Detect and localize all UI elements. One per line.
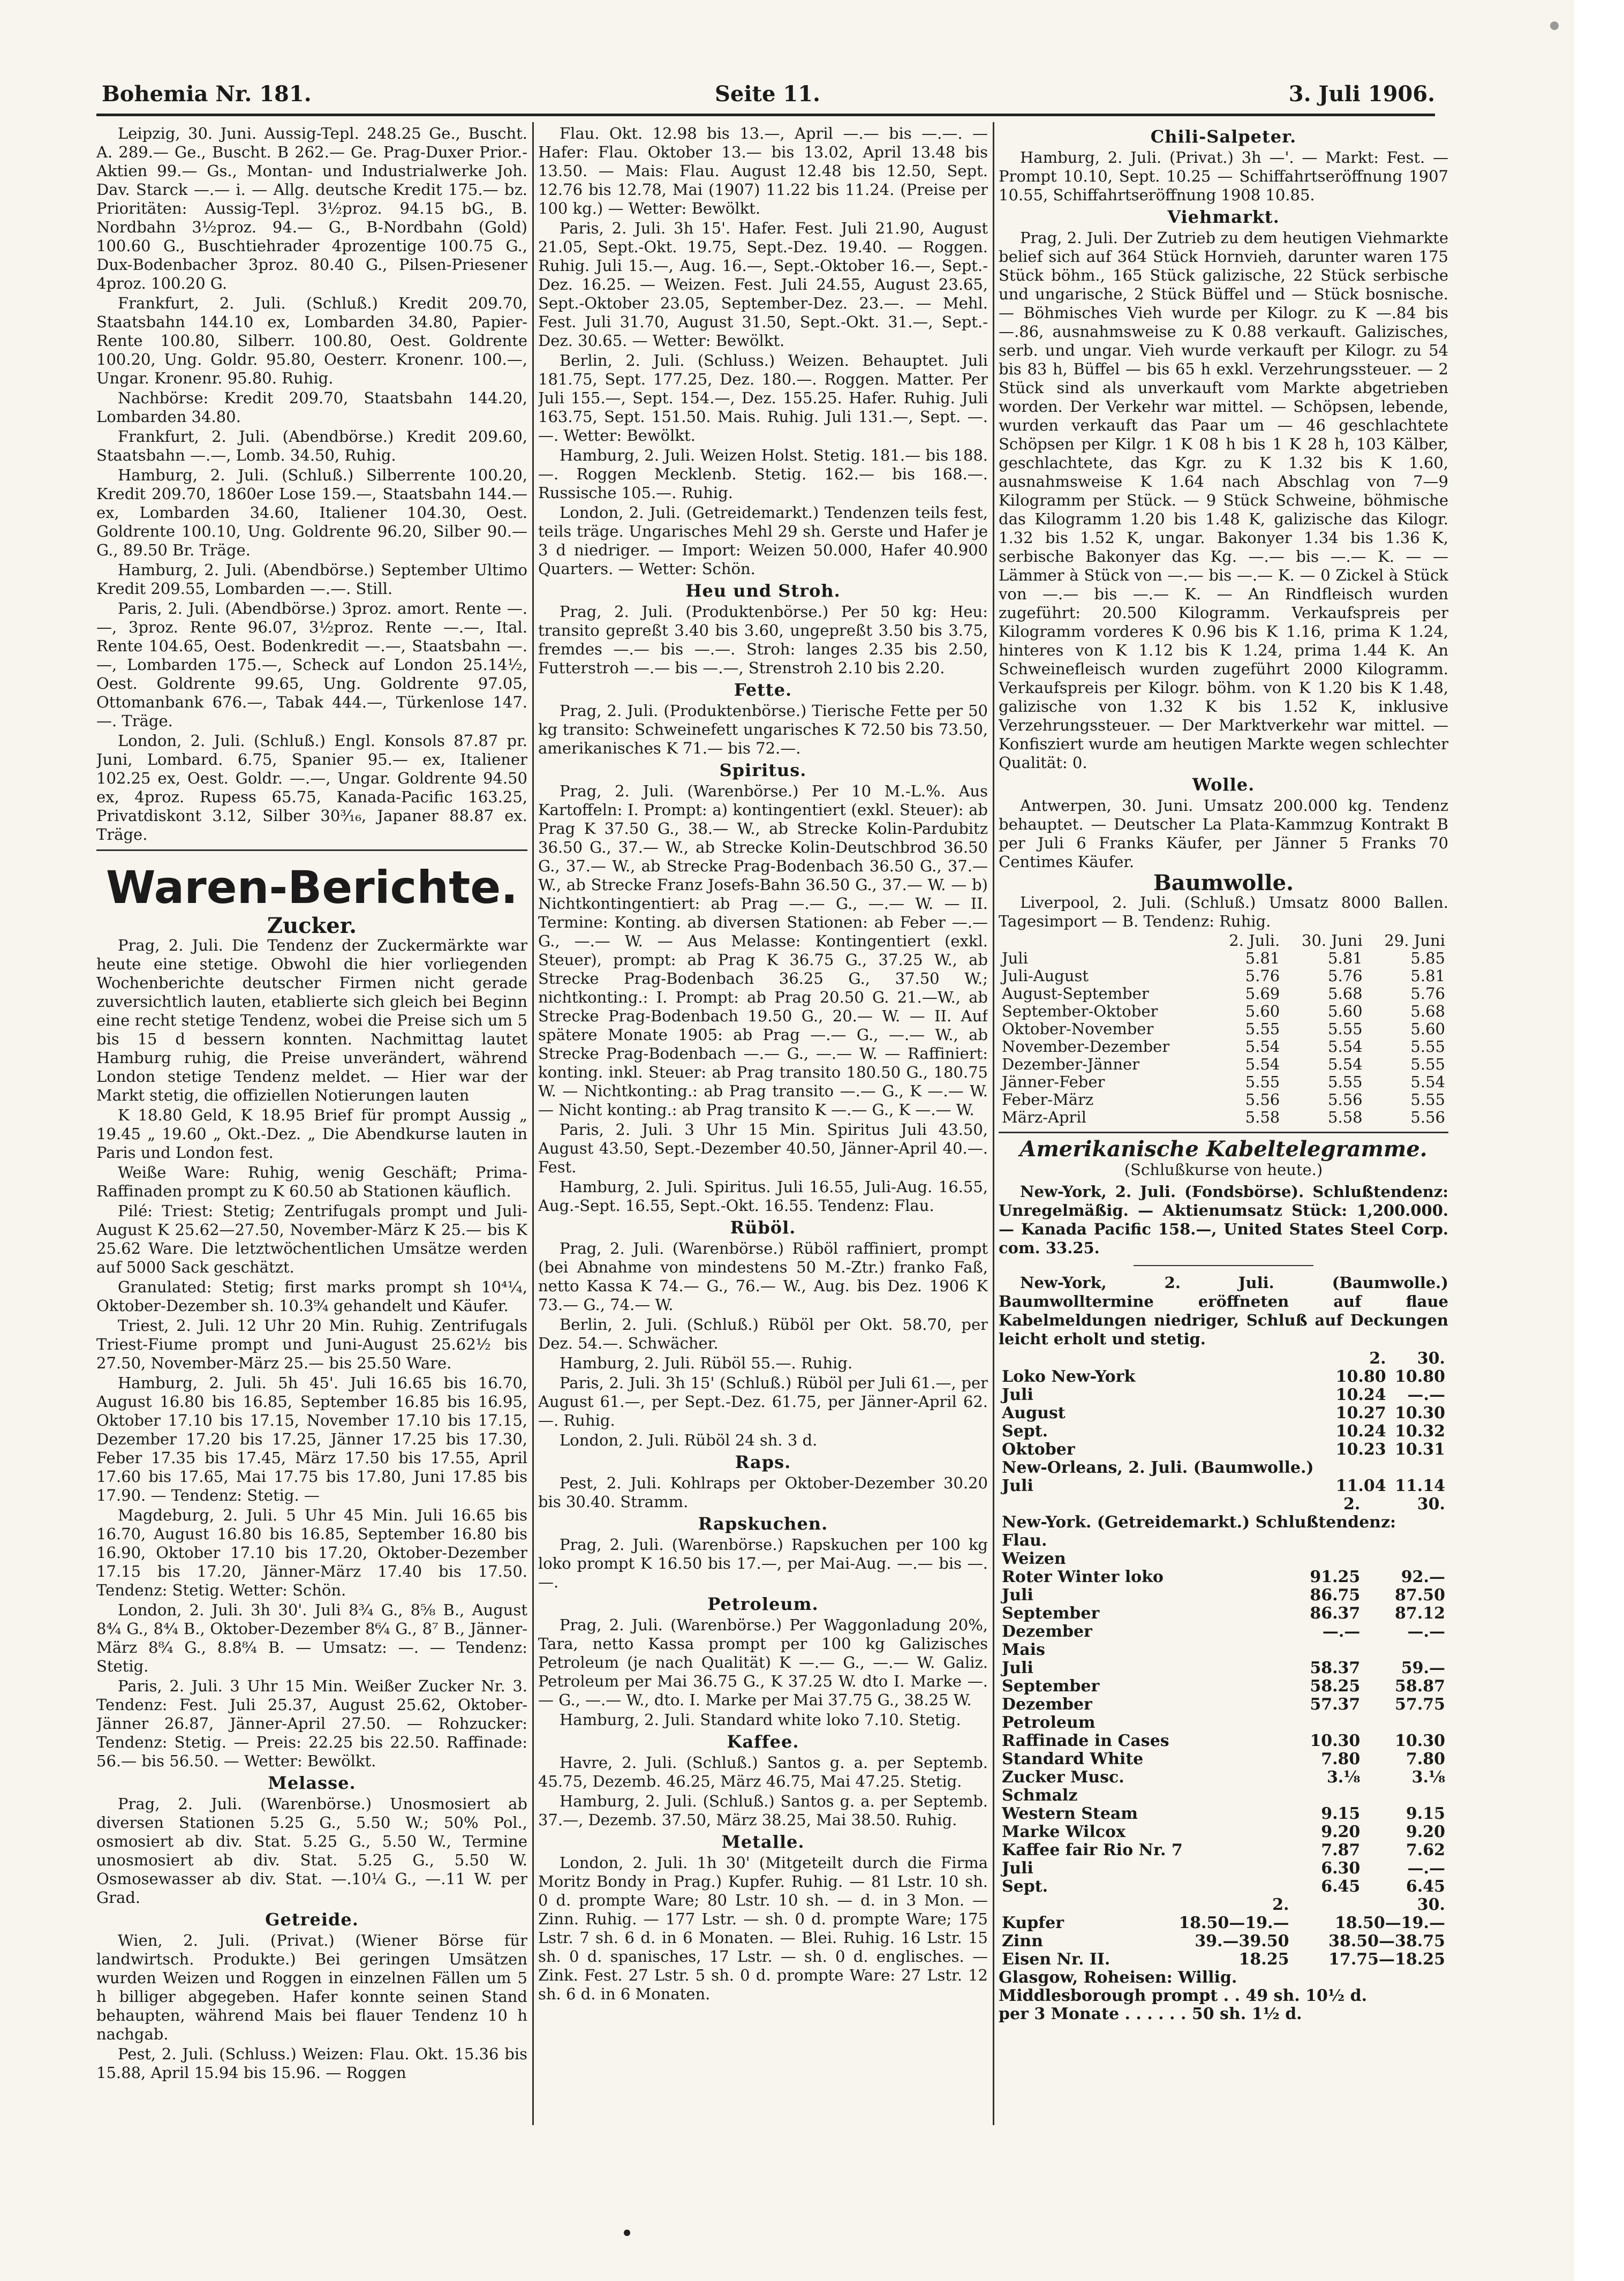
row-value: 59.— bbox=[1401, 1659, 1445, 1677]
getreide-paragraph: Wien, 2. Juli. (Privat.) (Wiener Börse für landwirtsch. Produkte.) Bei geringen Umsätzen wurden Weizen und Roggen in einzelnen Fällen um 5 h billiger abgegeben. Hafer konnte seinen Stand behaupten, während Mais bei flauer Tendenz 10 h nachgab. bbox=[96, 1931, 527, 2043]
row-value: 18.50—19.— bbox=[1334, 1914, 1445, 1932]
row-label: Loko New-York bbox=[1002, 1367, 1136, 1386]
kaffee-heading: Kaffee. bbox=[727, 1732, 799, 1752]
row-value: 38.50—38.75 bbox=[1328, 1932, 1445, 1951]
report-paragraph: Hamburg, 2. Juli. (Abendbörse.) September Ultimo Kredit 209.55, Lombarden —.—. Still. bbox=[96, 561, 527, 598]
ny-getreide-row bbox=[999, 1659, 1448, 1677]
rueboel-paragraph: London, 2. Juli. Rüböl 24 sh. 3 d. bbox=[560, 1431, 818, 1449]
getreide-paragraph: Flau. Okt. 12.98 bis 13.—, April —.— bis —.—. — Hafer: Flau. Oktober 13.— bis 13.02, April 13.48 bis 13.50. — Mais: Flau. August 12.48 bis 12.50, Sept. 12.76 bis 12.78, Mai (1907) 11.22 bis 11.24. (Preise per 100 kg.) — Wetter: Bewölkt. bbox=[538, 124, 988, 217]
row-value: 58.37 bbox=[1310, 1659, 1361, 1677]
ny-baumwolle-row bbox=[999, 1368, 1448, 1386]
row-value: 10.23 bbox=[1335, 1440, 1386, 1459]
spiritus-heading: Spiritus. bbox=[719, 760, 807, 780]
row-value: 5.56 bbox=[1410, 1108, 1445, 1126]
melasse-paragraph: Prag, 2. Juli. (Warenbörse.) Unosmosiert ab diversen Stationen 5.25 G., 5.50 W.; 50% Pol., osmosiert ab div. Stat. 5.25 G., 5.50 W., Termine unosmosiert ab div. Stat. 5.25 G., 5.50 W. Osmosewasser ab div. Stat. —.10¹⁄₄ G., —.11 W. per Grad. bbox=[96, 1795, 527, 1907]
baumwolle-row bbox=[999, 950, 1448, 967]
ny-getreide-row bbox=[999, 1623, 1448, 1641]
row-value: 3.⅛ bbox=[1411, 1768, 1445, 1787]
row-value bbox=[1279, 1787, 1364, 1805]
row-value: —.— bbox=[1322, 1622, 1361, 1641]
row-value: 7.80 bbox=[1321, 1750, 1361, 1768]
ny-getreide-row bbox=[999, 1714, 1448, 1732]
heu-stroh-heading: Heu und Stroh. bbox=[685, 581, 841, 601]
ny-baumwolle-row bbox=[999, 1422, 1448, 1441]
row-value: 5.81 bbox=[1245, 949, 1280, 967]
scan-speck bbox=[1550, 21, 1559, 30]
row-label: Schmalz bbox=[1002, 1786, 1078, 1805]
report-paragraph: London, 2. Juli. (Schluß.) Engl. Konsols 87.87 pr. Juni, Lombard. 6.75, Spanier 95.— ex, Italiener 102.25 ex, Oest. Goldr. —.—, Ungar. Goldrente 94.50 ex, 4proz. Rupess 65.75, Kanada-Pacific 163.25, Privatdiskont 3.12, Silber 30³⁄₁₆, Japaner 88.87 ex. Träge. bbox=[96, 732, 527, 844]
table-header-cell bbox=[999, 1896, 1144, 1914]
table-header-cell: 2. bbox=[1369, 1349, 1386, 1368]
ny-baumwolle-row bbox=[999, 1386, 1448, 1404]
row-label: Petroleum bbox=[1002, 1713, 1096, 1732]
baumwolle-row bbox=[999, 1109, 1448, 1126]
ny-baumwolle-row bbox=[999, 1477, 1448, 1495]
boersen-reports bbox=[96, 124, 527, 844]
fette-paragraph: Prag, 2. Juli. (Produktenbörse.) Tierische Fette per 50 kg transito: Schweinefett ungarisches K 72.50 bis 73.50, amerikanisches K 71.— bis 72.—. bbox=[538, 702, 988, 757]
row-value: 9.20 bbox=[1321, 1823, 1361, 1841]
zucker-paragraph: Weiße Ware: Ruhig, wenig Geschäft; Prima-Raffinaden prompt zu K 60.50 ab Stationen käuflich. bbox=[96, 1163, 527, 1200]
zucker-paragraph: Hamburg, 2. Juli. 5h 45'. Juli 16.65 bis 16.70, August 16.80 bis 16.85, September 16.85 bis 16.95, Oktober 17.10 bis 17.15, November 17.10 bis 17.15, Dezember 17.20 bis 17.25, Jänner 17.25 bis 17.30, Feber 17.35 bis 17.45, März 17.50 bis 17.55, April 17.60 bis 17.65, Mai 17.75 bis 17.80, Juni 17.85 bis 17.90. — Tendenz: Stetig. — bbox=[96, 1374, 527, 1504]
rueboel-paragraph: Paris, 2. Juli. 3h 15' (Schluß.) Rüböl per Juli 61.—, per August 61.—, per Sept.-Dez. 61.75, per Jänner-April 62.—. Ruhig. bbox=[538, 1374, 988, 1429]
getreide-heading: Getreide. bbox=[265, 1909, 359, 1930]
row-label: September-Oktober bbox=[1002, 1002, 1158, 1020]
column-rule-2 bbox=[993, 122, 994, 2125]
zucker-paragraph: Pilé: Triest: Stetig; Zentrifugals prompt und Juli-August K 25.62—27.50, November-März K 25.— bis K 25.62 Ware. Die letztwöchentlichen Umsätze werden auf 5000 Sack geschätzt. bbox=[96, 1202, 527, 1276]
table-header-cell: 2. bbox=[1343, 1495, 1361, 1514]
row-value: 5.54 bbox=[1328, 1055, 1363, 1073]
row-label: August bbox=[1002, 1404, 1066, 1422]
column-middle bbox=[538, 124, 988, 2122]
viehmarkt-heading: Viehmarkt. bbox=[1167, 207, 1280, 227]
row-value: 7.62 bbox=[1406, 1841, 1445, 1860]
table-header-cell: 30. bbox=[1417, 1349, 1445, 1368]
row-value: 18.50—19.— bbox=[1179, 1914, 1289, 1932]
raps-heading: Raps. bbox=[735, 1452, 791, 1472]
row-label: November-Dezember bbox=[1002, 1037, 1170, 1056]
baumwolle-table bbox=[999, 932, 1448, 1126]
table-header-row bbox=[999, 1495, 1448, 1514]
row-label: Dezember-Jänner bbox=[1002, 1055, 1140, 1073]
report-paragraph: Frankfurt, 2. Juli. (Abendbörse.) Kredit 209.60, Staatsbahn —.—, Lomb. 34.50, Ruhig. bbox=[96, 427, 527, 464]
amerikanische-kabeltelegramme-heading: Amerikanische Kabeltelegramme. bbox=[1019, 1136, 1427, 1162]
baumwolle-row bbox=[999, 1091, 1448, 1109]
rapskuchen-heading: Rapskuchen. bbox=[698, 1514, 828, 1534]
row-value: 10.32 bbox=[1395, 1422, 1445, 1441]
header-date: 3. Juli 1906. bbox=[1288, 81, 1435, 107]
table-header-cell: 2. Juli. bbox=[1229, 931, 1280, 950]
kaffee-paragraph: Havre, 2. Juli. (Schluß.) Santos g. a. per Septemb. 45.75, Dezemb. 46.25, März 46.75, Mai 47.25. Stetig. bbox=[538, 1753, 988, 1790]
report-paragraph: Nachbörse: Kredit 209.70, Staatsbahn 144.20, Lombarden 34.80. bbox=[96, 389, 527, 426]
row-label: Oktober bbox=[1002, 1440, 1075, 1459]
row-value: 3.⅛ bbox=[1326, 1768, 1361, 1787]
row-label: Jänner-Feber bbox=[1002, 1073, 1105, 1091]
table-header-cell: 29. Juni bbox=[1384, 931, 1445, 950]
row-label: Marke Wilcox bbox=[1002, 1823, 1126, 1841]
row-value: 5.55 bbox=[1410, 1055, 1445, 1073]
rueboel-paragraph: Prag, 2. Juli. (Warenbörse.) Rüböl raffiniert, prompt (bei Abnahme von mindestens 50 M.-Ztr.) franko Faß, netto Kassa K 74.— G., 76.— W., Aug. bis Dez. 1906 K 73.— G., 74.— W. bbox=[538, 1239, 988, 1314]
column-rule-1 bbox=[532, 122, 534, 2125]
row-label: New-Orleans, 2. Juli. (Baumwolle.) bbox=[1002, 1458, 1314, 1477]
row-value: 39.—39.50 bbox=[1195, 1932, 1289, 1951]
ny-metalle-row bbox=[999, 1932, 1448, 1951]
row-value: 17.75—18.25 bbox=[1328, 1950, 1445, 1969]
table-header-row bbox=[999, 932, 1448, 950]
rapskuchen-paragraph: Prag, 2. Juli. (Warenbörse.) Rapskuchen per 100 kg loko prompt K 16.50 bis 17.—, per Mai-Aug. —.— bis —.—. bbox=[538, 1535, 988, 1591]
row-value: 7.80 bbox=[1406, 1750, 1445, 1768]
table-header-cell: 30. bbox=[1417, 1495, 1445, 1514]
row-label: Sept. bbox=[1002, 1877, 1048, 1896]
zucker-paragraph: Granulated: Stetig; first marks prompt sh 10⁴¹⁄₄, Oktober-Dezember sh. 10.3⁹⁄₄ gehandelt und Käufer. bbox=[96, 1278, 527, 1315]
row-label: Kupfer bbox=[1002, 1914, 1064, 1932]
zucker-paragraph: Prag, 2. Juli. Die Tendenz der Zuckermärkte war heute eine stetige. Obwohl die hier vorliegenden Wochenberichte deutscher Firmen nicht gerade zuversichtlich lauten, etablierte sich gleich bei Beginn eine recht stetige Tendenz, wobei die Preise sich um 5 bis 15 d bessern konnten. Nachmittag lautet Hamburg ruhig, die Preise unverändert, während London stetige Tendenz meldet. — Hier war der Markt stetig, die offiziellen Notierungen lauten bbox=[96, 936, 527, 1104]
ny-metalle-row bbox=[999, 1914, 1448, 1932]
row-value: 5.54 bbox=[1410, 1073, 1445, 1091]
heu-paragraph: Prag, 2. Juli. (Produktenbörse.) Per 50 kg: Heu: transito gepreßt 3.40 bis 3.60, ungepreßt 3.50 bis 3.75, fremdes —.— bis —.—. Stroh: langes 2.35 bis 2.50, Futterstroh —.— bis —.—, Strenstroh 2.10 bis 2.20. bbox=[538, 603, 988, 677]
row-label: Juli bbox=[1002, 1659, 1033, 1677]
schlusskurse-subheading: (Schlußkurse von heute.) bbox=[1124, 1161, 1323, 1179]
baumwolle-row bbox=[999, 1020, 1448, 1038]
row-value: 5.76 bbox=[1328, 967, 1363, 985]
row-value: 18.25 bbox=[1238, 1950, 1289, 1969]
row-label: Standard White bbox=[1002, 1750, 1144, 1768]
ny-getreide-row bbox=[999, 1768, 1448, 1787]
row-value: 5.81 bbox=[1328, 949, 1363, 967]
row-value: 10.27 bbox=[1335, 1404, 1386, 1422]
row-value: 5.54 bbox=[1245, 1037, 1280, 1056]
petroleum-paragraph: Hamburg, 2. Juli. Standard white loko 7.10. Stetig. bbox=[560, 1711, 961, 1729]
report-paragraph: Paris, 2. Juli. (Abendbörse.) 3proz. amort. Rente —.—, 3proz. Rente 96.07, 3½proz. Rente —.—, Ital. Rente 104.65, Oest. Bodenkredit —.—, Staatsbahn —.—, Lombarden 175.—, Scheck auf London 25.14½, Oest. Goldrente 99.65, Ung. Goldrente 97.05, Ottomanbank 676.—, Tabak 444.—, Türkenlose 147.—. Träge. bbox=[96, 599, 527, 730]
baumwolle-row bbox=[999, 1038, 1448, 1056]
zucker-paragraph: Paris, 2. Juli. 3 Uhr 15 Min. Weißer Zucker Nr. 3. Tendenz: Fest. Juli 25.37, August 25.62, Oktober-Jänner 26.87, Jänner-April 27.50. — Rohzucker: Tendenz: Stetig. — Preis: 22.25 bis 22.50. Raffinade: 56.— bis 56.50. — Wetter: Bewölkt. bbox=[96, 1677, 527, 1770]
baumwolle-row bbox=[999, 1056, 1448, 1073]
section-divider bbox=[96, 849, 527, 851]
ny-getreide-row bbox=[999, 1823, 1448, 1841]
row-value: 86.75 bbox=[1310, 1586, 1361, 1605]
row-value: 5.68 bbox=[1328, 984, 1363, 1003]
baumwolle-table-body bbox=[999, 950, 1448, 1126]
waren-berichte-heading: Waren-Berichte. bbox=[105, 861, 518, 914]
row-value: 5.58 bbox=[1328, 1108, 1363, 1126]
row-value: 5.55 bbox=[1328, 1073, 1363, 1091]
report-paragraph: Leipzig, 30. Juni. Aussig-Tepl. 248.25 Ge., Buscht. A. 289.— Ge., Buscht. B 262.— Ge. Prag-Duxer Prior.-Aktien 99.— Gs., Montan- und Industrialwerke Joh. Dav. Starck —.— i. — Allg. deutsche Kredit 175.— bz. Prioritäten: Aussig-Tepl. 3½proz. 94.15 bG., B. Nordbahn 3½proz. 94.— G., B-Nordbahn (Gold) 100.60 G., Buschtiehrader 4prozentige 100.75 G., Dux-Bodenbacher 3proz. 80.40 G., Pilsen-Priesener 4proz. 100.20 G. bbox=[96, 124, 527, 292]
row-value: 5.55 bbox=[1245, 1020, 1280, 1038]
getreide-paragraph: Paris, 2. Juli. 3h 15'. Hafer. Fest. Juli 21.90, August 21.05, Sept.-Okt. 19.75, Sept.-Dez. 19.40. — Roggen. Ruhig. Juli 15.—, Aug. 16.—, Sept.-Oktober 16.—, Sept.-Dez. 16.25. — Weizen. Fest. Juli 24.55, August 23.65, Sept.-Oktober 23.05, September-Dez. 23.—. — Mehl. Fest. Juli 31.70, August 31.50, Sept.-Okt. 31.—, Sept.-Dez. 30.65. — Wetter: Bewölkt. bbox=[538, 219, 988, 350]
table-header-cell: 2. bbox=[1272, 1895, 1289, 1914]
wolle-heading: Wolle. bbox=[1192, 774, 1255, 795]
ny-baumwolle-body bbox=[999, 1368, 1448, 1495]
ny-baumwolle-table bbox=[999, 1350, 1448, 1495]
row-value: 5.54 bbox=[1328, 1037, 1363, 1056]
row-value: 58.25 bbox=[1310, 1677, 1361, 1696]
table-intro-row bbox=[999, 1514, 1448, 1550]
ny-getreide-row bbox=[999, 1641, 1448, 1659]
per-3-monate-line: per 3 Monate . . . . . . 50 sh. 1½ d. bbox=[999, 2005, 1302, 2023]
header-page-number: Seite 11. bbox=[715, 81, 820, 107]
page-edge bbox=[1574, 0, 1624, 2281]
row-value: 5.60 bbox=[1410, 1020, 1445, 1038]
row-value: 5.55 bbox=[1410, 1037, 1445, 1056]
baumwolle-row bbox=[999, 985, 1448, 1003]
getreide-paragraph: Pest, 2. Juli. (Schluss.) Weizen: Flau. Okt. 15.36 bis 15.88, April 15.94 bis 15.96. — Roggen bbox=[96, 2045, 527, 2082]
ny-baumwolle-row bbox=[999, 1441, 1448, 1459]
row-value: 11.14 bbox=[1395, 1477, 1445, 1495]
row-value: 5.68 bbox=[1410, 1002, 1445, 1020]
row-value bbox=[1279, 1714, 1364, 1732]
spiritus-paragraph: Prag, 2. Juli. (Warenbörse.) Per 10 M.-L.%. Aus Kartoffeln: I. Prompt: a) kontingentiert (exkl. Steuer): ab Prag K 37.50 G., 38.— W., ab Strecke Kolin-Pardubitz 36.50 G., 37.— W., ab Strecke Kolin-Deutschbrod 36.50 G., 37.— W., ab Strecke Prag-Bodenbach 36.50 G., 37.— W., ab Strecke Franz Josefs-Bahn 36.50 G., 37.— W. — b) Nichtkontingentiert: ab Prag —.— G., —.— W. — II. Termine: Konting. ab diversen Stationen: ab Feber —.— G., —.— W. — Aus Melasse: Kontingentiert (exkl. Steuer), prompt: ab Prag K 36.75 G., 37.25 W., ab Strecke Prag-Bodenbach 36.25 G., 37.50 W.; nichtkonting.: I. Prompt: ab Prag 20.50 G. 21.—W., ab Strecke Prag-Bodenbach 19.50 G., 20.— W. — II. Auf spätere Monate 1905: ab Prag —.— G., —.— W., ab Strecke Prag-Bodenbach —.— G., —.— W. — Raffiniert: konting. inkl. Steuer: ab Prag transito 180.50 G., 180.75 W. — Nichtkonting.: ab Prag transito —.— G., K —.— W. — Nicht konting.: ab Prag transito K —.— G., K —.— W. bbox=[538, 782, 988, 1119]
row-value: 91.25 bbox=[1310, 1568, 1361, 1586]
row-label: Western Steam bbox=[1002, 1804, 1138, 1823]
row-value: 86.37 bbox=[1310, 1604, 1361, 1623]
spiritus-paragraph: Paris, 2. Juli. 3 Uhr 15 Min. Spiritus Juli 43.50, August 43.50, Sept.-Dezember 40.50, Jänner-April 40.—. Fest. bbox=[538, 1120, 988, 1176]
row-label: September bbox=[1002, 1677, 1100, 1696]
row-label: Roter Winter loko bbox=[1002, 1568, 1164, 1586]
row-value bbox=[1279, 1550, 1364, 1568]
getreide-paragraph: Hamburg, 2. Juli. Weizen Holst. Stetig. 181.— bis 188.—. Roggen Mecklenb. Stetig. 162.— bis 168.—. Russische 105.—. Ruhig. bbox=[538, 446, 988, 502]
baumwolle-row bbox=[999, 967, 1448, 985]
ny-getreide-row bbox=[999, 1696, 1448, 1714]
row-value: 57.37 bbox=[1310, 1695, 1361, 1714]
row-value: 10.31 bbox=[1395, 1440, 1445, 1459]
row-value: 6.30 bbox=[1321, 1859, 1361, 1878]
row-value: —.— bbox=[1407, 1622, 1445, 1641]
row-value: 5.85 bbox=[1410, 949, 1445, 967]
row-label: Raffinade in Cases bbox=[1002, 1732, 1169, 1750]
row-value: 10.30 bbox=[1395, 1404, 1445, 1422]
metalle-paragraph: London, 2. Juli. 1h 30' (Mitgeteilt durch die Firma Moritz Bondy in Prag.) Kupfer. Ruhig. — 81 Lstr. 10 sh. 0 d. prompte Ware; 80 Lstr. 10 sh. — d. in 3 Mon. — Zinn. Ruhig. — 177 Lstr. — sh. 0 d. prompte Ware; 175 Lstr. 7 sh. 6 d. in 6 Monaten. — Blei. Ruhig. 16 Lstr. 15 sh. 0 d. spanisches, 17 Lstr. — sh. 0 d. englisches. — Zink. Fest. 27 Lstr. 5 sh. 0 d. prompte Ware: 27 Lstr. 12 sh. 6 d. in 6 Monaten. bbox=[538, 1854, 988, 2003]
melasse-heading: Melasse. bbox=[268, 1773, 356, 1793]
row-value: 5.58 bbox=[1245, 1108, 1280, 1126]
row-value: 87.50 bbox=[1395, 1586, 1445, 1605]
page-header bbox=[102, 81, 1435, 111]
getreidemarkt-intro: New-York. (Getreidemarkt.) Schlußtendenz: Flau. bbox=[1002, 1513, 1396, 1550]
row-value bbox=[1279, 1641, 1364, 1659]
column-right bbox=[999, 124, 1448, 2122]
row-label: März-April bbox=[1002, 1108, 1086, 1126]
row-value: 10.80 bbox=[1395, 1367, 1445, 1386]
ny-metalle-table bbox=[999, 1896, 1448, 1969]
ny-getreide-row bbox=[999, 1787, 1448, 1805]
header-rule bbox=[96, 114, 1435, 116]
table-header-cell bbox=[999, 932, 1213, 950]
table-header-row bbox=[999, 1896, 1448, 1914]
ny-getreide-row bbox=[999, 1860, 1448, 1878]
ny-getreide-row bbox=[999, 1550, 1448, 1568]
zucker-paragraph: Triest, 2. Juli. 12 Uhr 20 Min. Ruhig. Zentrifugals Triest-Fiume prompt und Juni-August 25.62½ bis 27.50, November-März 25.— bis 25.50 Ware. bbox=[96, 1316, 527, 1372]
row-value: 11.04 bbox=[1335, 1477, 1386, 1495]
row-value: 5.76 bbox=[1245, 967, 1280, 985]
zucker-paragraph: London, 2. Juli. 3h 30'. Juli 8³⁄₄ G., 8⁵⁄₈ B., August 8⁴⁄₄ G., 8⁴⁄₄ B., Oktober-Dezember 8⁶⁄₄ G., 8⁷ B., Jänner-März 8⁸⁄₄ G., 8.8⁸⁄₄ B. — Umsatz: —. — Tendenz: Stetig. bbox=[96, 1601, 527, 1675]
row-label: Mais bbox=[1002, 1640, 1045, 1659]
row-value: 7.87 bbox=[1321, 1841, 1361, 1860]
row-label: Juli bbox=[1002, 1586, 1033, 1605]
row-value: 92.— bbox=[1401, 1568, 1445, 1586]
row-value: 9.20 bbox=[1406, 1823, 1445, 1841]
row-label: Oktober-November bbox=[1002, 1020, 1154, 1038]
ny-baumwolle-row bbox=[999, 1404, 1448, 1422]
row-label: September bbox=[1002, 1604, 1100, 1623]
report-paragraph: Hamburg, 2. Juli. (Schluß.) Silberrente 100.20, Kredit 209.70, 1860er Lose 159.—, Staatsbahn 144.— ex, Lombarden 34.60, Italiener 104.30, Oest. Goldrente 100.10, Ung. Goldrente 96.20, Silber 90.— G., 89.50 Br. Träge. bbox=[96, 466, 527, 559]
petroleum-heading: Petroleum. bbox=[707, 1594, 819, 1614]
row-value: 5.56 bbox=[1245, 1090, 1280, 1109]
ny-getreide-row bbox=[999, 1878, 1448, 1896]
ny-getreide-body bbox=[999, 1550, 1448, 1896]
row-value: 5.69 bbox=[1245, 984, 1280, 1003]
row-value bbox=[1363, 1714, 1448, 1732]
row-label: Juli bbox=[1002, 1386, 1033, 1404]
zucker-paragraph: K 18.80 Geld, K 18.95 Brief für prompt Aussig „ 19.45 „ 19.60 „ Okt.-Dez. „ Die Abendkurse lauten in Paris und London fest. bbox=[96, 1106, 527, 1162]
row-value: 10.24 bbox=[1335, 1422, 1386, 1441]
row-label: Juli bbox=[1002, 1477, 1033, 1495]
baumwolle-row bbox=[999, 1073, 1448, 1091]
zucker-paragraph: Magdeburg, 2. Juli. 5 Uhr 45 Min. Juli 16.65 bis 16.70, August 16.80 bis 16.85, September 16.80 bis 16.90, Oktober 17.10 bis 17.20, Oktober-Dezember 17.15 bis 17.20, Jänner-März 17.40 bis 17.50. Tendenz: Stetig. Wetter: Schön. bbox=[96, 1506, 527, 1599]
row-value: 6.45 bbox=[1406, 1877, 1445, 1896]
row-value: 5.55 bbox=[1328, 1020, 1363, 1038]
petroleum-paragraph: Prag, 2. Juli. (Warenbörse.) Per Waggonladung 20%, Tara, netto Kassa prompt per 100 kg Galizisches Petroleum (je nach Qualität) K —.— G., —.— W. Galiz. Petroleum per Mai 36.75 G., K 37.25 W. dto I. Marke —.— G., —.— W., dto. I. Marke per Mai 37.75 G., 38.25 W. bbox=[538, 1616, 988, 1709]
row-value: 5.76 bbox=[1410, 984, 1445, 1003]
table-header-cell bbox=[999, 1495, 1279, 1514]
row-value: 5.60 bbox=[1328, 1002, 1363, 1020]
column-left bbox=[96, 124, 527, 2122]
row-label: Juli bbox=[1002, 949, 1028, 967]
header-publication: Bohemia Nr. 181. bbox=[102, 81, 312, 107]
report-paragraph: Frankfurt, 2. Juli. (Schluß.) Kredit 209.70, Staatsbahn 144.10 ex, Lombarden 34.80, Papier-Rente 100.80, Silberr. 100.80, Oest. Goldrente 100.20, Ung. Goldr. 95.80, Oesterr. Kronenr. 100.—, Ungar. Kronenr. 95.80. Ruhig. bbox=[96, 294, 527, 387]
row-value: 9.15 bbox=[1406, 1804, 1445, 1823]
baumwolle-intro: Liverpool, 2. Juli. (Schluß.) Umsatz 8000 Ballen. Tagesimport — B. Tendenz: Ruhig. bbox=[999, 893, 1448, 930]
metalle-heading: Metalle. bbox=[721, 1832, 805, 1852]
row-label: Sept. bbox=[1002, 1422, 1048, 1441]
ny-getreide-row bbox=[999, 1732, 1448, 1750]
row-value: 5.60 bbox=[1245, 1002, 1280, 1020]
ny-getreide-row bbox=[999, 1677, 1448, 1696]
ny-getreide-row bbox=[999, 1841, 1448, 1860]
table-header-cell bbox=[999, 1350, 1330, 1368]
zucker-heading: Zucker. bbox=[267, 913, 357, 938]
ny-closing-lines bbox=[999, 1969, 1448, 2023]
row-value bbox=[1363, 1641, 1448, 1659]
table-header-cell: 30. bbox=[1417, 1895, 1445, 1914]
row-label: Zinn bbox=[1002, 1932, 1043, 1951]
viehmarkt-paragraph: Prag, 2. Juli. Der Zutrieb zu dem heutigen Viehmarkte belief sich auf 364 Stück Hornvieh, darunter waren 175 Stück böhm., 165 Stück galizische, 22 Stück serbische und ungarische, 2 Stück Büffel und — Stück bosnische. — Böhmisches Vieh wurde per Kilogr. zu K —.84 bis —.86, ausnahmsweise zu K 0.88 verkauft. Galizisches, serb. und ungar. Vieh wurde verkauft per Kilogr. zu 54 bis 83 h, Büffel — bis 65 h exkl. Verzehrungssteuer. — 2 Stück sind als unverkauft vom Markte abgetrieben worden. Der Verkehr war mittel. — Schöpsen, lebende, wurden verkauft das Paar um — 46 geschlachtete Schöpsen per Kilgr. 1 K 08 h bis 1 K 28 h, 103 Kälber, geschlachtete, das Kgr. zu K 1.32 bis K 1.60, ausnahmsweise K 1.64 nach Abschlag von 7—9 Kilogramm per Stück. — 9 Stück Schweine, böhmische das Kilogramm 1.20 bis 1.48 K, galizische das Kilogr. 1.32 bis 1.52 K, ungar. Bakonyer 1.34 bis 1.36 K, serbische Bakonyer das Kg. —.— bis —.— K. — — Lämmer à Stück von —.— bis —.— K. — 0 Zickel à Stück von —.— bis —.— K. — An Rindfleisch wurden zugeführt: 20.500 Kilogramm. Verkaufspreis per Kilogramm vorderes K 0.96 bis K 1.16, prima K 1.24, hinteres von K 1.12 bis K 1.24, prima 1.44 K. An Schweinefleisch wurden zugeführt 2000 Kilogramm. Verkaufspreis per Kilogr. böhm. von K 1.20 bis K 1.48, galizische von 1.32 K bis 1.52 K, inklusive Verzehrungssteuer. — Der Marktverkehr war mittel. — Konfisziert wurde am heutigen Markte wegen schlechter Qualität: 0. bbox=[999, 229, 1448, 772]
baumwolle-heading: Baumwolle. bbox=[1153, 870, 1294, 895]
kaffee-paragraph: Hamburg, 2. Juli. (Schluß.) Santos g. a. per Septemb. 37.—, Dezemb. 37.50, März 38.25, Mai 38.50. Ruhig. bbox=[538, 1792, 988, 1829]
table-header-cell: 30. Juni bbox=[1302, 931, 1363, 950]
raps-paragraph: Pest, 2. Juli. Kohlraps per Oktober-Dezember 30.20 bis 30.40. Stramm. bbox=[538, 1474, 988, 1511]
row-value: 57.75 bbox=[1395, 1695, 1445, 1714]
row-label: Kaffee fair Rio Nr. 7 bbox=[1002, 1841, 1183, 1860]
row-value: 6.45 bbox=[1321, 1877, 1361, 1896]
middlesborough-line: Middlesborough prompt . . 49 sh. 10½ d. bbox=[999, 1986, 1368, 2005]
row-label: Dezember bbox=[1002, 1695, 1092, 1714]
ny-getreide-row bbox=[999, 1605, 1448, 1623]
row-label: Eisen Nr. II. bbox=[1002, 1950, 1111, 1969]
ny-baumwolle-row bbox=[999, 1459, 1448, 1477]
chili-salpeter-heading: Chili-Salpeter. bbox=[1150, 126, 1297, 147]
row-value: 10.30 bbox=[1395, 1732, 1445, 1750]
getreide-paragraph: London, 2. Juli. (Getreidemarkt.) Tendenzen teils fest, teils träge. Ungarisches Mehl 29 sh. Gerste und Hafer je 3 d niedriger. — Import: Weizen 50.000, Hafer 40.900 Quarters. — Wetter: Schön. bbox=[538, 503, 988, 578]
row-value bbox=[1330, 1459, 1389, 1477]
row-value: 87.12 bbox=[1395, 1604, 1445, 1623]
row-label: Juli bbox=[1002, 1859, 1033, 1878]
baumwolle-row bbox=[999, 1003, 1448, 1020]
chili-paragraph: Hamburg, 2. Juli. (Privat.) 3h —'. — Markt: Fest. — Prompt 10.10, Sept. 10.25 — Schiffahrtseröffnung 1907 10.55, Schiffahrtseröffnung 1908 10.85. bbox=[999, 148, 1448, 204]
row-label: Feber-März bbox=[1002, 1090, 1094, 1109]
ny-getreide-row bbox=[999, 1750, 1448, 1768]
row-value bbox=[1363, 1550, 1448, 1568]
ny-getreide-table bbox=[999, 1495, 1448, 1896]
row-label: Dezember bbox=[1002, 1622, 1092, 1641]
row-label: Zucker Musc. bbox=[1002, 1768, 1124, 1787]
table-header-row bbox=[999, 1350, 1448, 1368]
fondsboerse-paragraph: New-York, 2. Juli. (Fondsbörse). Schlußtendenz: Unregelmäßig. — Aktienumsatz Stück: 1,200.000. — Kanada Pacific 158.—, United States Steel Corp. com. 33.25. bbox=[999, 1183, 1448, 1257]
row-value: 10.24 bbox=[1335, 1386, 1386, 1404]
spiritus-paragraph: Hamburg, 2. Juli. Spiritus. Juli 16.55, Juli-Aug. 16.55, Aug.-Sept. 16.55, Sept.-Okt. 16.55. Tendenz: Flau. bbox=[538, 1178, 988, 1215]
row-value: 5.81 bbox=[1410, 967, 1445, 985]
row-value: —.— bbox=[1407, 1859, 1445, 1878]
row-label: August-September bbox=[1002, 984, 1149, 1003]
ny-metalle-body bbox=[999, 1914, 1448, 1969]
row-value: 9.15 bbox=[1321, 1804, 1361, 1823]
row-value: 58.87 bbox=[1395, 1677, 1445, 1696]
getreide-paragraph: Berlin, 2. Juli. (Schluss.) Weizen. Behauptet. Juli 181.75, Sept. 177.25, Dez. 180.—. Roggen. Matter. Per Juli 155.—, Sept. 154.—, Dez. 155.25. Hafer. Ruhig. Juli 163.75, Sept. 151.50. Mais. Ruhig. Juli 131.—, Sept. —.—. Wetter: Bewölkt. bbox=[538, 351, 988, 445]
row-value: 10.80 bbox=[1335, 1367, 1386, 1386]
rueboel-paragraph: Hamburg, 2. Juli. Rüböl 55.—. Ruhig. bbox=[560, 1354, 853, 1372]
row-value: 5.55 bbox=[1410, 1090, 1445, 1109]
row-value: —.— bbox=[1407, 1386, 1445, 1404]
glasgow-line: Glasgow, Roheisen: Willig. bbox=[999, 1968, 1237, 1987]
row-label: Juli-August bbox=[1002, 967, 1089, 985]
row-label: Weizen bbox=[1002, 1549, 1066, 1568]
section-divider bbox=[999, 1132, 1448, 1133]
rueboel-heading: Rüböl. bbox=[730, 1217, 796, 1238]
ny-getreide-row bbox=[999, 1568, 1448, 1586]
row-value: 5.56 bbox=[1328, 1090, 1363, 1109]
row-value: 10.30 bbox=[1310, 1732, 1361, 1750]
short-divider bbox=[1134, 1265, 1313, 1266]
row-value bbox=[1389, 1459, 1448, 1477]
ny-getreide-row bbox=[999, 1586, 1448, 1605]
ny-getreide-row bbox=[999, 1805, 1448, 1823]
ny-metalle-row bbox=[999, 1951, 1448, 1969]
fette-heading: Fette. bbox=[734, 680, 792, 700]
rueboel-paragraph: Berlin, 2. Juli. (Schluß.) Rüböl per Okt. 58.70, per Dez. 54.—. Schwächer. bbox=[538, 1315, 988, 1352]
baumwolle-ny-paragraph: New-York, 2. Juli. (Baumwolle.) Baumwolltermine eröffneten auf flaue Kabelmeldungen niedriger, Schluß auf Deckungen leicht erholt und stetig. bbox=[999, 1274, 1448, 1348]
row-value: 5.55 bbox=[1245, 1073, 1280, 1091]
row-value: 5.54 bbox=[1245, 1055, 1280, 1073]
wolle-paragraph: Antwerpen, 30. Juni. Umsatz 200.000 kg. Tendenz behauptet. — Deutscher La Plata-Kammzug Kontrakt B per Juli 6 Franks Käufer, per Jänner 5 Franks 70 Centimes Käufer. bbox=[999, 796, 1448, 871]
row-value bbox=[1363, 1787, 1448, 1805]
page-footer-dot bbox=[624, 2230, 630, 2236]
